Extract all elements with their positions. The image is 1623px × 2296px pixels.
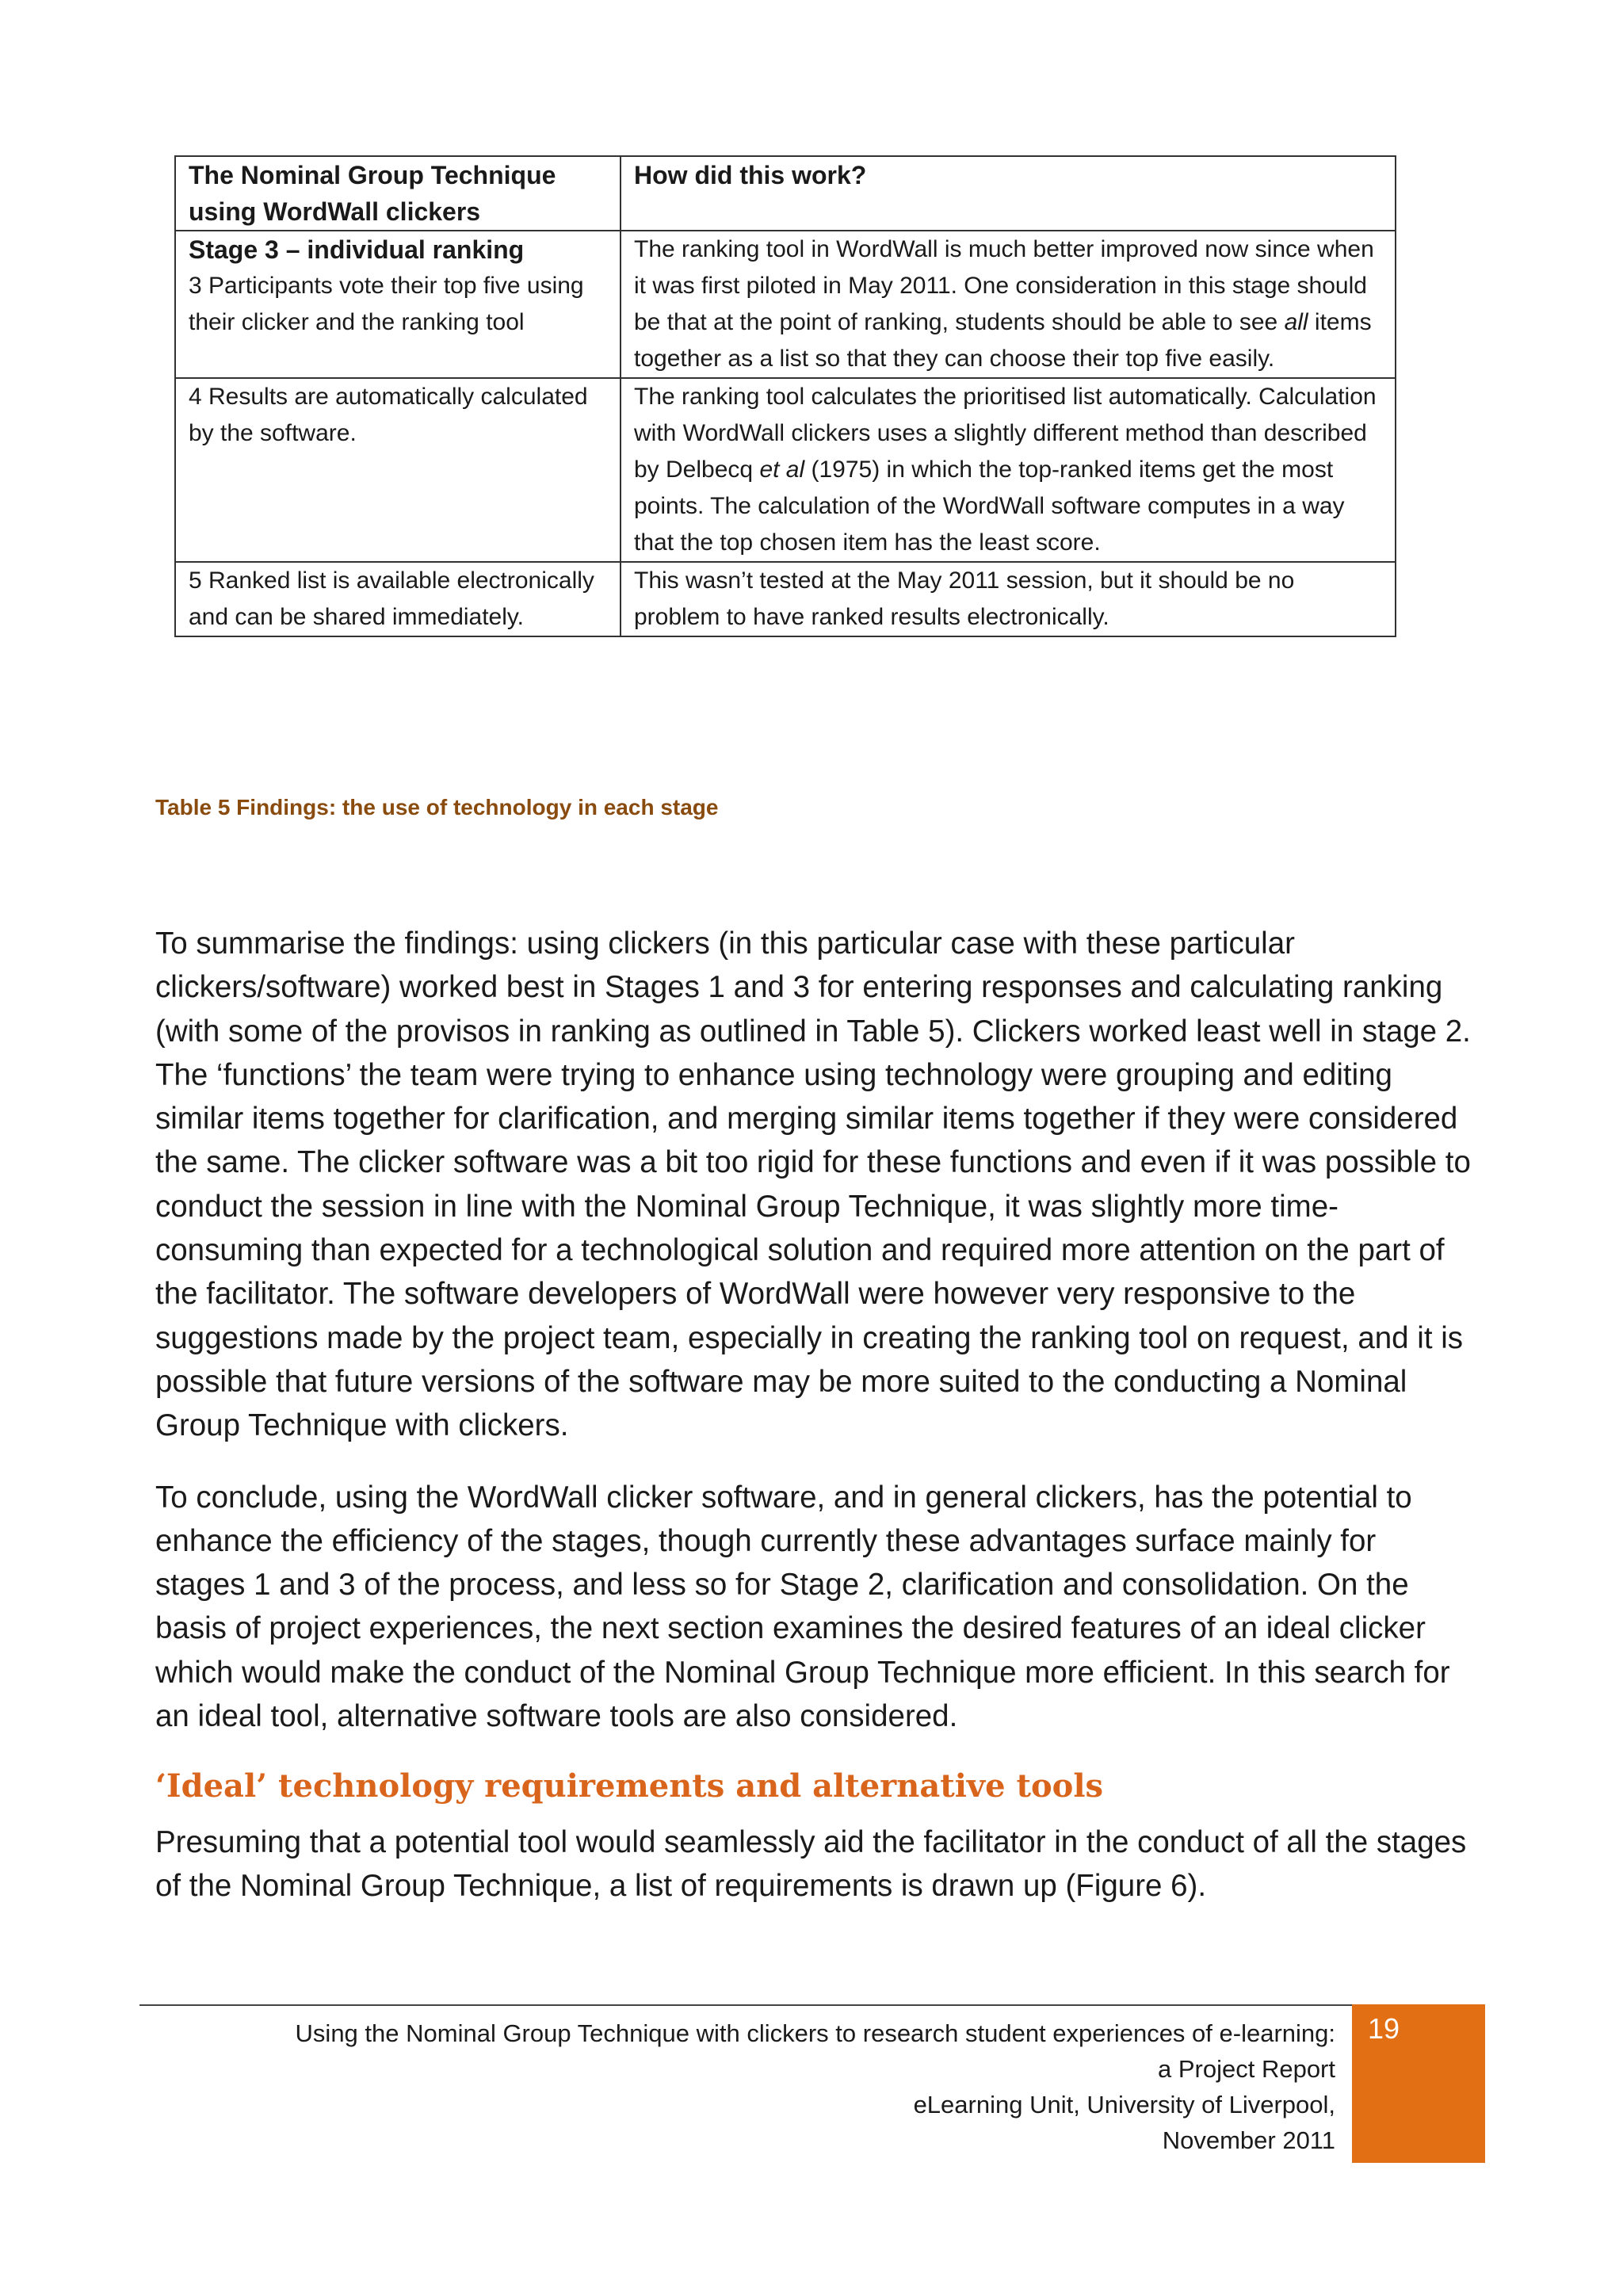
footer-line: a Project Report xyxy=(1158,2055,1335,2083)
cell-italic: all xyxy=(1284,309,1308,335)
table-header-row xyxy=(175,156,1396,231)
cell-text: The ranking tool in WordWall is much better improved now since when it was first piloted in May 2011. One consideration in this stage should be that at the point of ranking, students should be able to see xyxy=(634,236,1374,335)
table-header-technique: The Nominal Group Technique using WordWall clickers xyxy=(175,156,621,231)
table-caption: Table 5 Findings: the use of technology in each stage xyxy=(155,795,719,819)
paragraph: To conclude, using the WordWall clicker software, and in general clickers, has the potential to enhance the efficiency of the stages, though currently these advantages surface mainly for stages 1 and 3 of the process, and less so for Stage 2, clarification and consolidation. On the basis of project experiences, the next section examines the desired features of an ideal clicker which would make the conduct of the Nominal Group Technique more efficient. In this search for an ideal tool, alternative software tools are also considered. xyxy=(155,1480,1450,1734)
table-row xyxy=(175,231,1396,378)
footer-line: eLearning Unit, University of Liverpool, xyxy=(913,2091,1335,2118)
table-row xyxy=(175,562,1396,636)
table-cell-how xyxy=(621,231,1396,378)
table-cell-stage: 4 Results are automatically calculated by the software. xyxy=(175,378,621,562)
paragraph: Presuming that a potential tool would seamlessly aid the facilitator in the conduct of all the stages of the Nominal Group Technique, a list of requirements is drawn up (Figure 6). xyxy=(155,1825,1467,1904)
table-cell-stage: 5 Ranked list is available electronically and can be shared immediately. xyxy=(175,562,621,636)
table-header-how: How did this work? xyxy=(621,156,1396,231)
footer-line: November 2011 xyxy=(1162,2126,1335,2154)
cell-text: (1975) in which the top-ranked items get the most points. The calculation of the WordWall software computes in a way that the top chosen item has the least score. xyxy=(634,457,1345,556)
body-section xyxy=(155,922,1471,1766)
page-number-box xyxy=(1352,2004,1485,2163)
stage-step: 3 Participants vote their top five using their clicker and the ranking tool xyxy=(189,273,584,335)
section-heading: ‘Ideal’ technology requirements and alternative tools xyxy=(155,1767,1104,1805)
table-cell-stage xyxy=(175,231,621,378)
footer-divider xyxy=(139,2004,1485,2006)
table-row xyxy=(175,378,1396,562)
findings-table xyxy=(174,155,1396,637)
footer-line: Using the Nominal Group Technique with clickers to research student experiences of e-learning: xyxy=(295,2019,1335,2047)
footer xyxy=(296,2015,1335,2158)
cell-italic: et al xyxy=(759,457,805,483)
cell-text: items together as a list so that they can choose their top five easily. xyxy=(634,309,1372,372)
paragraph: To summarise the findings: using clickers (in this particular case with these particular clickers/software) worked best in Stages 1 and 3 for entering responses and calculating ranking (with some of the provisos in ranking as outlined in Table 5). Clickers worked least well in stage 2. The ‘functions’ the team were trying to enhance using technology were grouping and editing similar items together for clarification, and merging similar items together if they were considered the same. The clicker software was a bit too rigid for these functions and even if it was possible to conduct the session in line with the Nominal Group Technique, it was slightly more time-consuming than expected for a technological solution and required more attention on the part of the facilitator. The software developers of WordWall were however very responsive to the suggestions made by the project team, especially in creating the ranking tool on request, and it is possible that future versions of the software may be more suited to the conducting a Nominal Group Technique with clickers. xyxy=(155,926,1471,1443)
cell-text: The ranking tool calculates the prioritised list automatically. Calculation with WordWall clickers uses a slightly different method than described by Delbecq xyxy=(634,384,1377,483)
table-cell-how: This wasn’t tested at the May 2011 session, but it should be no problem to have ranked results electronically. xyxy=(621,562,1396,636)
stage-title: Stage 3 – individual ranking xyxy=(189,235,525,264)
table-cell-how xyxy=(621,378,1396,562)
page-number: 19 xyxy=(1368,2012,1400,2045)
body-section xyxy=(155,1820,1471,1936)
